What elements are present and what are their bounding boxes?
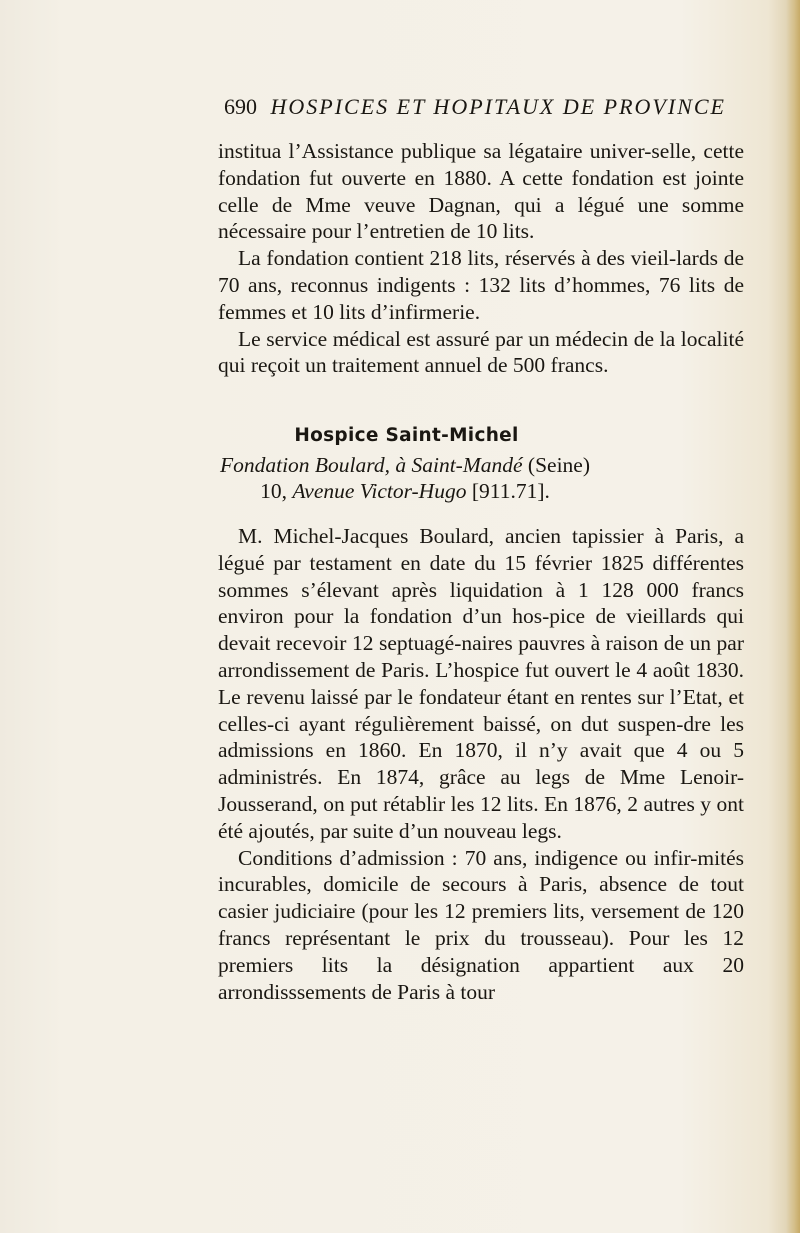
subtitle-foundation: Fondation Boulard, à Saint-Mandé xyxy=(219,453,523,477)
subtitle-ref: [911.71]. xyxy=(466,479,550,503)
running-header xyxy=(224,94,744,120)
subtitle-street: Avenue Victor-Hugo xyxy=(292,479,467,503)
body-paragraph-1: M. Michel-Jacques Boulard, ancien tapissier à Paris, a légué par testament en date du 15 février 1825 différentes sommes s’élevant après liquidation à 1 128 000 francs environ pour la fondation d’un hos-pice de vieillards qui devait recevoir 12 septuagé-naires pauvres à raison de un par arrondissement de Paris. L’hospice fut ouvert le 4 août 1830. Le revenu laissé par le fondateur étant en rentes sur l’Etat, et celles-ci ayant régulièrement baissé, on dut suspen-dre les admissions en 1860. En 1870, il n’y avait que 4 ou 5 administrés. En 1874, grâce au legs de Mme Lenoir-Jousserand, on put rétablir les 12 lits. En 1876, 2 autres y ont été ajoutés, par suite d’un nouveau legs. xyxy=(218,524,744,843)
section-subtitle-2 xyxy=(0,479,800,504)
section-subtitle-1 xyxy=(0,453,800,478)
running-title: HOSPICES ET HOPITAUX DE PROVINCE xyxy=(270,94,726,119)
body-text xyxy=(218,523,744,1005)
subtitle-number: 10, xyxy=(260,479,293,503)
intro-paragraph-1: institua l’Assistance publique sa légataire univer-selle, cette fondation fut ouverte en 1880. A cette fondation est jointe celle de Mme veuve Dagnan, qui a légué une somme nécessaire pour l’entretien de 10 lits. xyxy=(218,139,744,244)
page-number: 690 xyxy=(224,94,257,119)
subtitle-region: (Seine) xyxy=(522,453,591,477)
intro-paragraph-2: La fondation contient 218 lits, réservés à des vieil-lards de 70 ans, reconnus indigents : 132 lits d’hommes, 76 lits de femmes et 10 lits d’infirmerie. xyxy=(218,246,744,324)
intro-text xyxy=(218,138,744,379)
intro-paragraph-3: Le service médical est assuré par un médecin de la localité qui reçoit un traitement annuel de 500 francs. xyxy=(218,326,744,378)
page-edge-shadow xyxy=(786,0,800,1233)
section-title: Hospice Saint-Michel xyxy=(294,425,519,446)
body-paragraph-2: Conditions d’admission : 70 ans, indigence ou infir-mités incurables, domicile de secours à Paris, absence de tout casier judiciaire (pour les 12 premiers lits, versement de 120 francs représentant le prix du trousseau). Pour les 12 premiers lits la désignation appartient aux 20 arrondisssements de Paris à tour xyxy=(218,845,744,1004)
